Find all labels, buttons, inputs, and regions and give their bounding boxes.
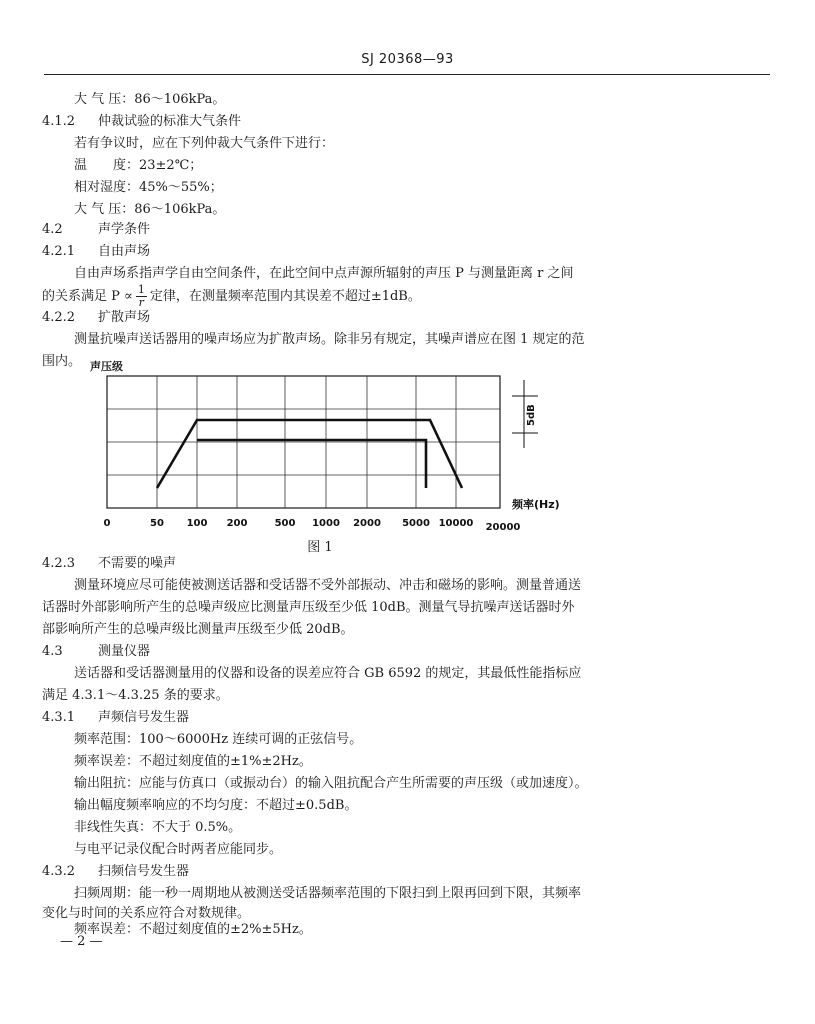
x-tick-label: 50 bbox=[150, 518, 164, 529]
fraction-numerator: 1 bbox=[137, 283, 145, 296]
body-line: 与电平记录仪配合时两者应能同步。 bbox=[74, 842, 283, 857]
body-line: 频率范围：100～6000Hz 连续可调的正弦信号。 bbox=[74, 732, 363, 747]
noise-spectrum-figure bbox=[80, 358, 580, 538]
body-line: 若有争议时，应在下列仲裁大气条件下进行： bbox=[74, 136, 335, 151]
section-number: 4.3.1 bbox=[42, 710, 76, 725]
body-line: 输出幅度频率响应的不均匀度：不超过±0.5dB。 bbox=[74, 798, 358, 813]
body-line: 送话器和受话器测量用的仪器和设备的误差应符合 GB 6592 的规定，其最低性能指标应 bbox=[74, 666, 582, 681]
section-title: 自由声场 bbox=[98, 244, 151, 259]
header-rule bbox=[44, 74, 770, 75]
body-line: 话器时外部影响所产生的总噪声级应比测量声压级至少低 10dB。测量气导抗噪声送话器时外 bbox=[42, 600, 575, 615]
section-title: 仲裁试验的标准大气条件 bbox=[98, 114, 242, 129]
text-run: 的关系满足 P ∝ bbox=[42, 289, 133, 304]
section-number: 4.2.3 bbox=[42, 556, 76, 571]
x-tick-label: 20000 bbox=[485, 522, 521, 533]
x-axis-label: 频率(Hz) bbox=[512, 498, 560, 511]
section-heading-4-2 bbox=[42, 222, 150, 238]
y-axis-label: 声压级 bbox=[90, 360, 123, 373]
section-number: 4.3.2 bbox=[42, 864, 76, 879]
x-tick-label: 0 bbox=[103, 518, 111, 529]
body-line: 相对湿度：45%～55%； bbox=[74, 180, 223, 195]
section-title: 声频信号发生器 bbox=[98, 710, 190, 725]
x-tick-label: 1000 bbox=[312, 518, 340, 529]
five-db-marker bbox=[512, 380, 538, 448]
fraction-denominator: r bbox=[138, 296, 144, 309]
x-tick-label: 5000 bbox=[402, 518, 430, 529]
section-title: 扫频信号发生器 bbox=[98, 864, 190, 879]
body-line: 频率误差：不超过刻度值的±2%±5Hz。 bbox=[74, 922, 312, 937]
section-heading-4-2-3 bbox=[42, 556, 176, 572]
body-line: 测量抗噪声送话器用的噪声场应为扩散声场。除非另有规定，其噪声谱应在图 1 规定的范 bbox=[74, 332, 585, 347]
body-line: 大 气 压：86～106kPa。 bbox=[74, 92, 226, 107]
section-heading-4-1-2 bbox=[42, 114, 241, 130]
body-line: 温 度：23±2℃； bbox=[74, 158, 203, 173]
body-line-with-fraction bbox=[42, 282, 421, 312]
text-run: 定律，在测量频率范围内其误差不超过±1dB。 bbox=[149, 289, 421, 304]
section-number: 4.3 bbox=[42, 644, 63, 659]
x-tick-labels bbox=[104, 518, 521, 533]
body-line: 围内。 bbox=[42, 354, 82, 369]
section-title: 声学条件 bbox=[98, 222, 151, 237]
figure-caption: 图 1 bbox=[307, 540, 333, 555]
document-number-header: SJ 20368—93 bbox=[361, 52, 454, 67]
body-line: 扫频周期：能一秒一周期地从被测送受话器频率范围的下限扫到上限再回到下限，其频率 bbox=[74, 886, 582, 901]
x-tick-label: 500 bbox=[274, 518, 296, 529]
section-heading-4-3 bbox=[42, 644, 150, 660]
body-line: 输出阻抗：应能与仿真口（或振动台）的输入阻抗配合产生所需要的声压级（或加速度）。 bbox=[74, 776, 588, 791]
db-marker-label: 5dB bbox=[526, 404, 537, 426]
page-number: — 2 — bbox=[60, 934, 103, 949]
section-number: 4.1.2 bbox=[42, 114, 76, 129]
section-heading-4-3-1 bbox=[42, 710, 189, 726]
section-heading-4-3-2 bbox=[42, 864, 189, 880]
body-line: 变化与时间的关系应符合对数规律。 bbox=[42, 906, 251, 921]
section-heading-4-2-2 bbox=[42, 310, 150, 326]
body-line: 自由声场系指声学自由空间条件，在此空间中点声源所辐射的声压 P 与测量距离 r 之间 bbox=[74, 266, 574, 281]
body-line: 非线性失真：不大于 0.5%。 bbox=[74, 820, 242, 835]
body-line: 大 气 压：86～106kPa。 bbox=[74, 202, 226, 217]
body-line: 部影响所产生的总噪声级比测量声压级至少低 20dB。 bbox=[42, 622, 354, 637]
section-number: 4.2.2 bbox=[42, 310, 76, 325]
section-title: 不需要的噪声 bbox=[98, 556, 177, 571]
section-heading-4-2-1 bbox=[42, 244, 150, 260]
x-tick-label: 2000 bbox=[353, 518, 381, 529]
x-tick-label: 200 bbox=[226, 518, 248, 529]
section-title: 扩散声场 bbox=[98, 310, 151, 325]
section-title: 测量仪器 bbox=[98, 644, 151, 659]
body-line: 满足 4.3.1～4.3.25 条的要求。 bbox=[42, 688, 229, 703]
x-tick-label: 10000 bbox=[438, 518, 474, 529]
section-number: 4.2.1 bbox=[42, 244, 76, 259]
fraction bbox=[136, 284, 147, 309]
section-number: 4.2 bbox=[42, 222, 63, 237]
body-line: 频率误差：不超过刻度值的±1%±2Hz。 bbox=[74, 754, 312, 769]
body-line: 测量环境应尽可能使被测送话器和受话器不受外部振动、冲击和磁场的影响。测量普通送 bbox=[74, 578, 582, 593]
lower-limit-series bbox=[197, 440, 426, 488]
x-tick-label: 100 bbox=[186, 518, 208, 529]
